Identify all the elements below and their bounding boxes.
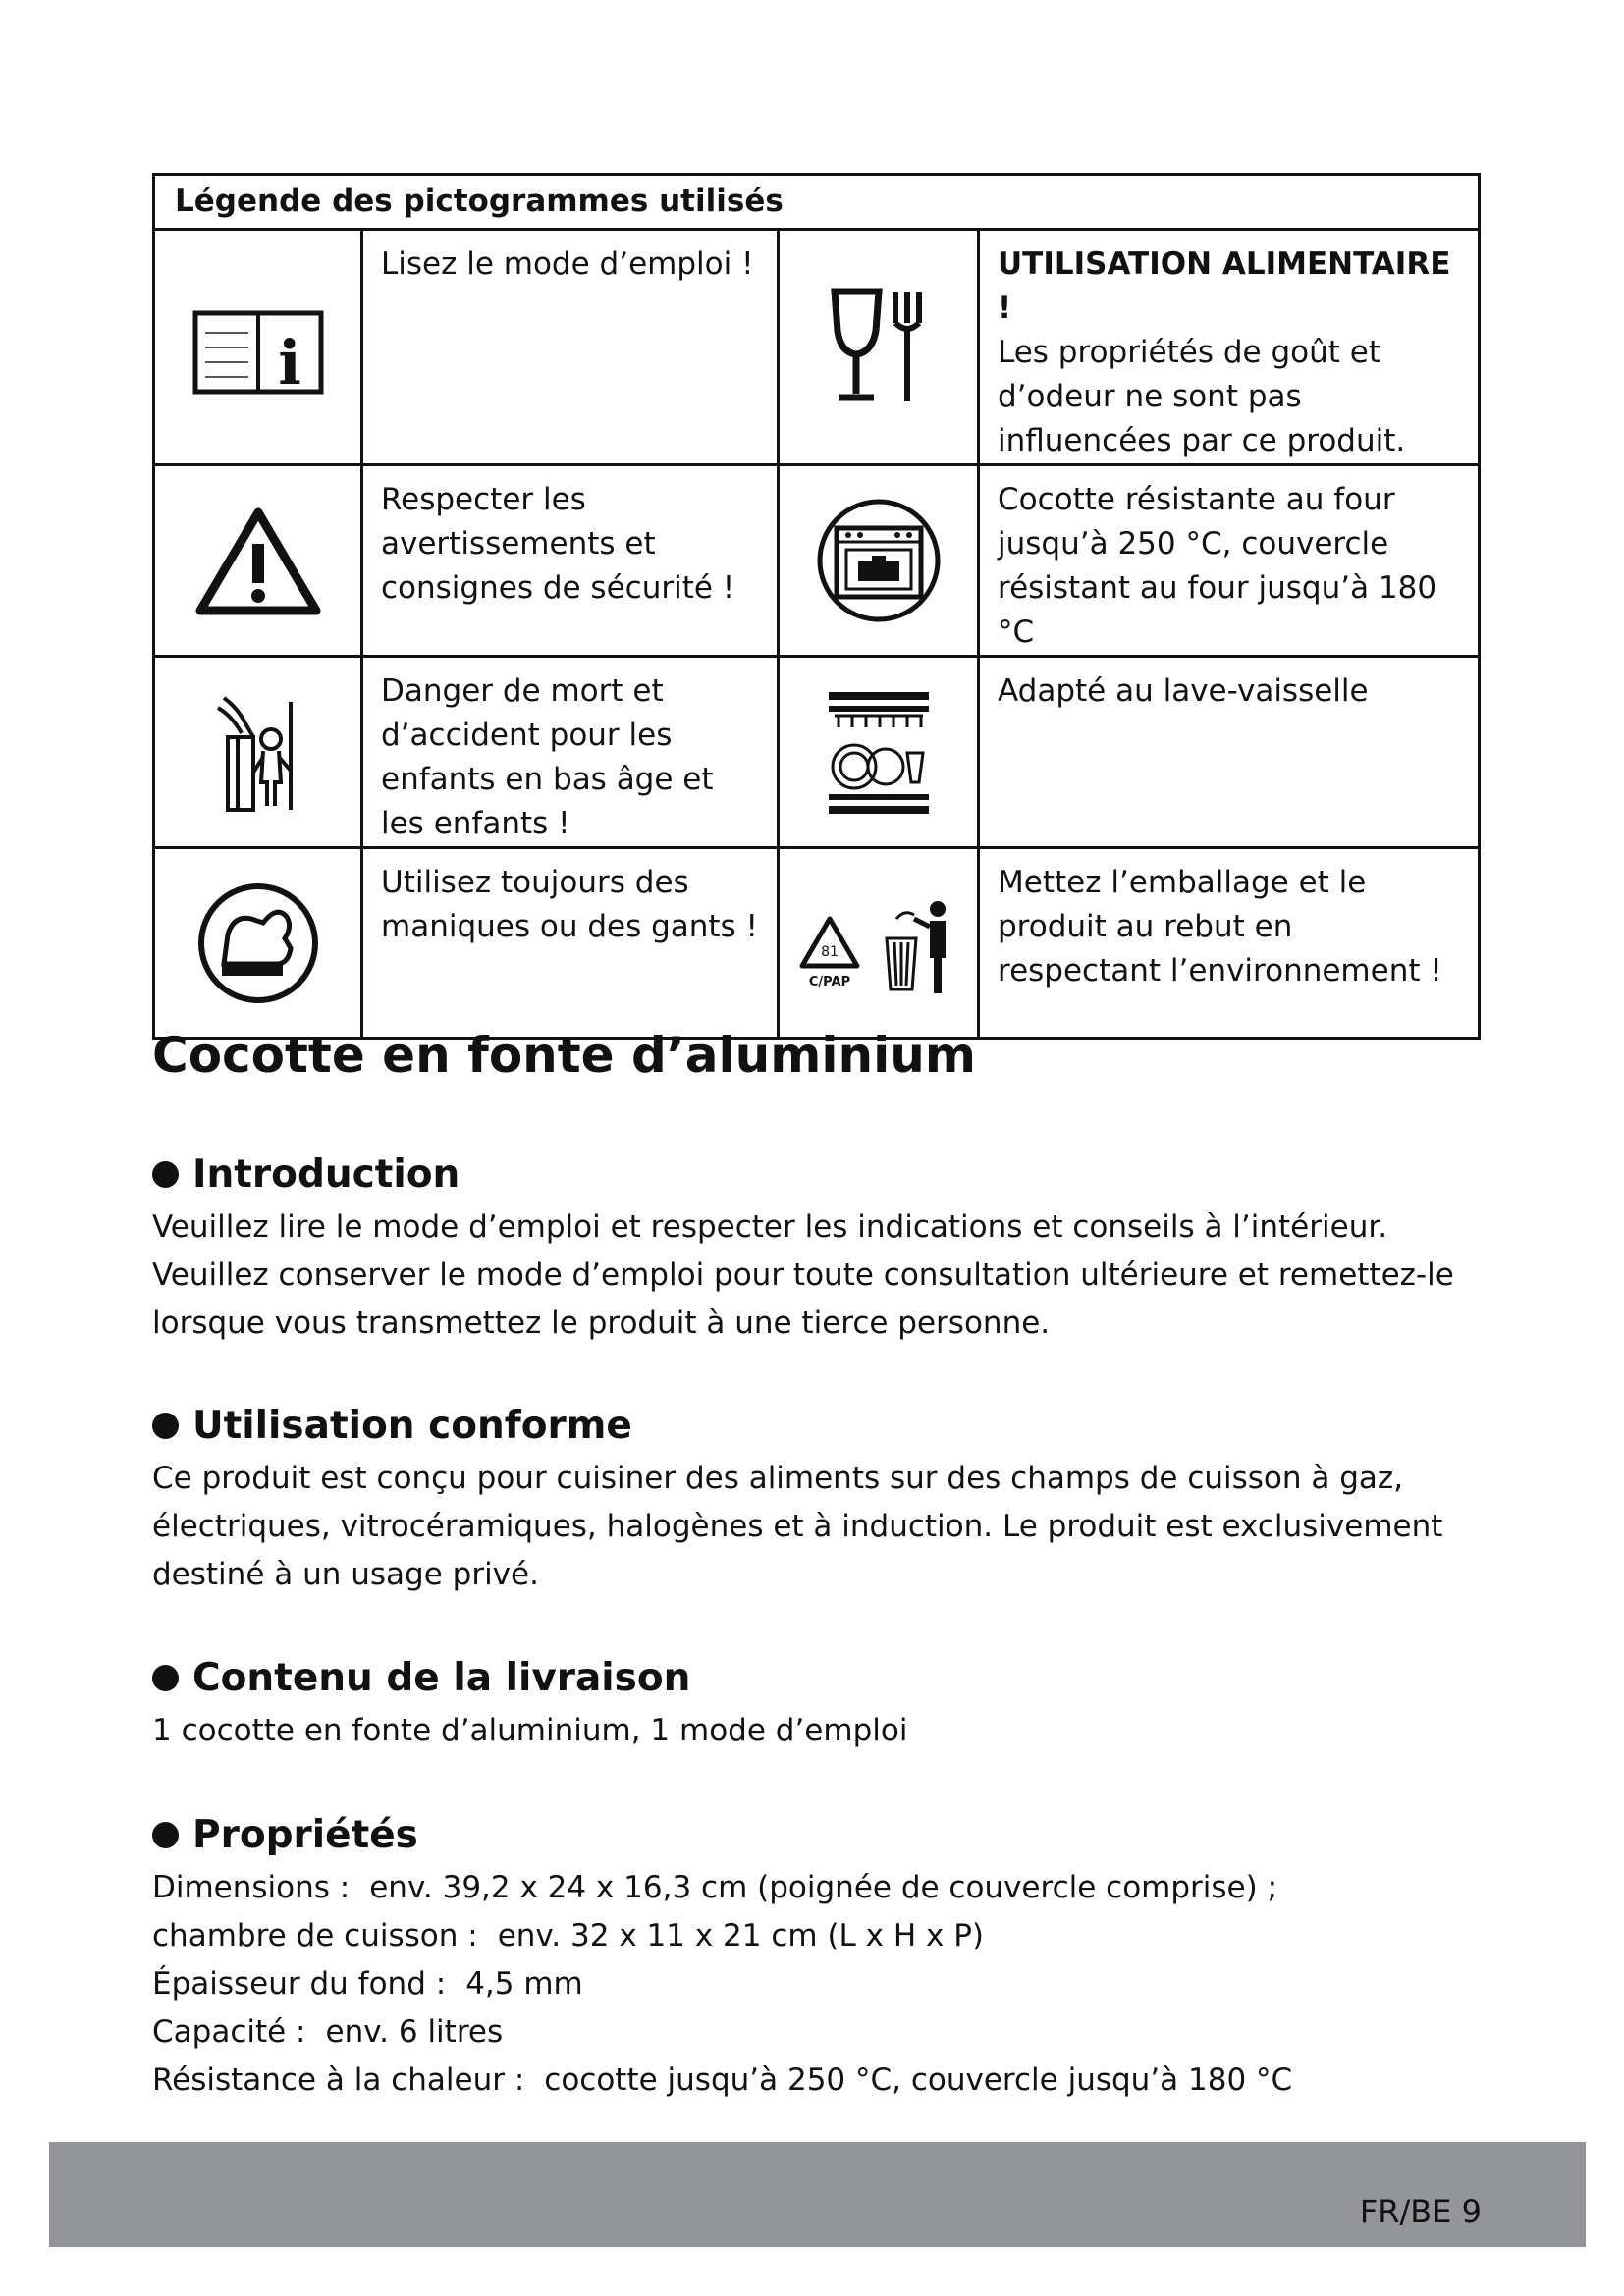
food-safe-title: UTILISATION ALIMENTAIRE !	[998, 246, 1451, 326]
property-label: Capacité :	[152, 2014, 306, 2050]
property-line	[152, 1912, 1468, 1960]
property-value: cocotte jusqu’à 250 °C, couvercle jusqu’à 180 °C	[544, 2062, 1293, 2098]
section-heading: Contenu de la livraison	[192, 1655, 691, 1700]
legend-row	[154, 657, 1480, 848]
section-heading: Introduction	[192, 1151, 460, 1197]
usage-section	[152, 1400, 1468, 1599]
property-value: env. 32 x 11 x 21 cm (L x H x P)	[497, 1918, 985, 1953]
legend-text: Cocotte résistante au four jusqu’à 250 °C, couvercle résistant au four jusqu’à 180 °C	[979, 465, 1480, 657]
legend-row	[154, 848, 1480, 1039]
property-label: chambre de cuisson :	[152, 1918, 478, 1953]
property-value: env. 39,2 x 24 x 16,3 cm (poignée de couvercle comprise) ;	[369, 1870, 1278, 1905]
legend-text: Danger de mort et d’accident pour les enfants en bas âge et les enfants !	[362, 657, 779, 848]
property-line	[152, 1864, 1468, 1912]
svg-text:i: i	[277, 326, 301, 399]
page-number: FR/BE 9	[1359, 2193, 1482, 2230]
properties-section	[152, 1809, 1468, 2105]
section-heading: Utilisation conforme	[192, 1403, 632, 1448]
oven-icon	[779, 465, 979, 657]
section-text: Ce produit est conçu pour cuisiner des aliments sur des champs de cuisson à gaz, électriques, vitrocéramiques, halogènes et à induction. Le produit est exclusivement destiné à un usage privé.	[152, 1461, 1443, 1592]
property-label: Dimensions :	[152, 1870, 351, 1905]
oven-glove-icon	[154, 848, 362, 1039]
property-line	[152, 2008, 1468, 2056]
section-heading: Propriétés	[192, 1812, 418, 1857]
legend-text: Utilisez toujours des maniques ou des gants !	[362, 848, 779, 1039]
section-text: 1 cocotte en fonte d’aluminium, 1 mode d’emploi	[152, 1713, 908, 1748]
page-title: Cocotte en fonte d’aluminium	[152, 1027, 976, 1084]
dishwasher-icon	[779, 657, 979, 848]
bullet-icon	[152, 1413, 179, 1439]
read-manual-icon	[154, 230, 362, 465]
property-label: Épaisseur du fond :	[152, 1966, 447, 2002]
legend-text: Mettez l’emballage et le produit au rebut en respectant l’environnement !	[979, 848, 1480, 1039]
legend-text: Respecter les avertissements et consignes de sécurité !	[362, 465, 779, 657]
property-line	[152, 2056, 1468, 2105]
legend-text: Adapté au lave-vaisselle	[979, 657, 1480, 848]
recycling-code: 81	[820, 943, 839, 960]
recycling-label: C/PAP	[808, 974, 850, 989]
food-safe-icon	[779, 230, 979, 465]
introduction-section	[152, 1148, 1468, 1348]
legend-text: Les propriétés de goût et d’odeur ne sont pas influencées par ce produit.	[998, 335, 1406, 458]
legend-text: Lisez le mode d’emploi !	[362, 230, 779, 465]
warning-icon	[154, 465, 362, 657]
bullet-icon	[152, 1161, 179, 1188]
property-label: Résistance à la chaleur :	[152, 2062, 525, 2098]
property-value: 4,5 mm	[465, 1966, 583, 2002]
property-line	[152, 1960, 1468, 2008]
child-danger-icon	[154, 657, 362, 848]
legend-row	[154, 465, 1480, 657]
bullet-icon	[152, 1822, 179, 1848]
property-value: env. 6 litres	[325, 2014, 504, 2050]
section-text: Veuillez lire le mode d’emploi et respecter les indications et conseils à l’intérieur. Veuillez conserver le mode d’emploi pour toute consultation ultérieure et remettez-le lorsque vous transmettez le produit à une tierce personne.	[152, 1209, 1454, 1341]
page-footer	[49, 2142, 1586, 2247]
legend-title: Légende des pictogrammes utilisés	[154, 175, 1480, 230]
legend-row	[154, 230, 1480, 465]
delivery-section	[152, 1652, 1468, 1755]
bullet-icon	[152, 1665, 179, 1691]
properties-list	[152, 1864, 1468, 2105]
recycling-icon	[779, 848, 979, 1039]
pictogram-legend-table	[152, 173, 1481, 1040]
